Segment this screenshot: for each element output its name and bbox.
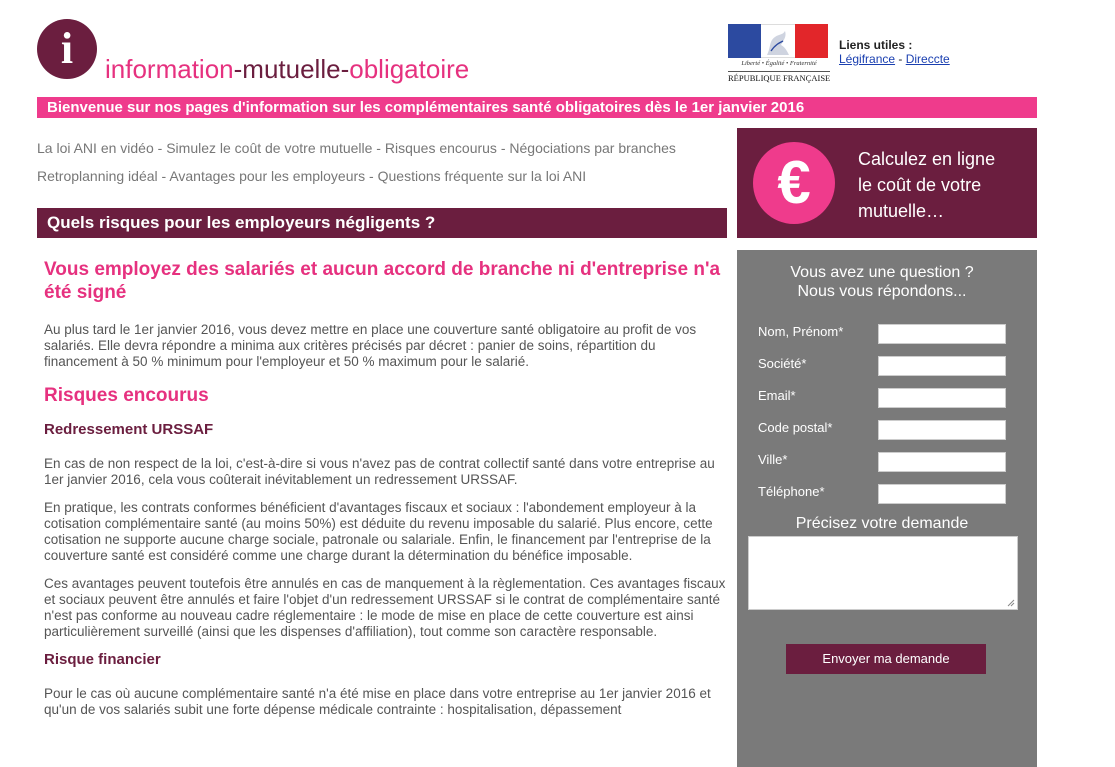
section-heading: Quels risques pour les employeurs négligents ? bbox=[37, 208, 727, 238]
field-label-telephone: Téléphone* bbox=[758, 484, 825, 499]
contact-form bbox=[737, 250, 1037, 767]
societe-input[interactable] bbox=[878, 356, 1006, 376]
field-label-ville: Ville* bbox=[758, 452, 788, 467]
field-label-societe: Société* bbox=[758, 356, 807, 371]
nav-separator: - bbox=[372, 140, 385, 156]
nav-link-negociations-branches[interactable]: Négociations par branches bbox=[509, 140, 676, 156]
nom-prenom-input[interactable] bbox=[878, 324, 1006, 344]
code-postal-input[interactable] bbox=[878, 420, 1006, 440]
message-label: Précisez votre demande bbox=[795, 515, 969, 532]
message-textarea[interactable] bbox=[748, 536, 1018, 610]
nav-row-2 bbox=[37, 168, 586, 184]
link-separator: - bbox=[895, 52, 906, 66]
useful-links bbox=[839, 38, 950, 66]
nav-link-retroplanning[interactable]: Retroplanning idéal bbox=[37, 168, 158, 184]
nav-separator: - bbox=[496, 140, 510, 156]
marianne-profile-icon bbox=[761, 25, 795, 57]
nav-row-1 bbox=[37, 140, 676, 156]
paragraph-intro: Au plus tard le 1er janvier 2016, vous devez mettre en place une couverture santé obligatoire au profit de vos salariés. Elle devra répondre a minima aux critères précisés par décret : panier de soins, répartition du financement à 50 % minimum pour l'employeur et 50 % maximum pour le salarié. bbox=[44, 322, 697, 369]
paragraph-redressement-3: Ces avantages peuvent toutefois être annulés en cas de manquement à la règlementation. Ces avantages fiscaux et sociaux peuvent être annulés et faire l'objet d'un redressement URSSAF si le contrat de complémentaire santé n'est pas conforme au nouveau cadre réglementaire : le mode de mise en place de cette couverture est ainsi particulièrement surveillé (ainsi que les dispenses d'affiliation), tout comme son caractère responsable. bbox=[44, 576, 726, 639]
nav-link-risques-encourus[interactable]: Risques encourus bbox=[384, 140, 497, 156]
submit-button[interactable]: Envoyer ma demande bbox=[786, 644, 986, 674]
field-label-email: Email* bbox=[758, 388, 796, 403]
euro-icon: € bbox=[753, 142, 835, 224]
title-part-information: information bbox=[105, 54, 234, 84]
content-heading-risques: Risques encourus bbox=[44, 385, 209, 406]
telephone-input[interactable] bbox=[878, 484, 1006, 504]
useful-links-heading: Liens utiles : bbox=[839, 38, 913, 52]
marianne-motto: Liberté • Égalité • Fraternité bbox=[741, 60, 817, 67]
link-legifrance[interactable]: Légifrance bbox=[839, 52, 896, 66]
title-separator: - bbox=[340, 54, 350, 84]
form-title-line-2: Nous vous répondons... bbox=[797, 283, 967, 300]
marianne-flag-icon bbox=[728, 24, 828, 58]
main-content bbox=[44, 258, 726, 730]
welcome-banner: Bienvenue sur nos pages d'information sur les complémentaires santé obligatoires dès le 1er janvier 2016 bbox=[37, 97, 1037, 118]
email-input[interactable] bbox=[878, 388, 1006, 408]
nav-link-loi-ani-video[interactable]: La loi ANI en vidéo bbox=[37, 140, 154, 156]
title-separator: - bbox=[233, 54, 243, 84]
resize-handle-icon[interactable] bbox=[1005, 597, 1015, 607]
calc-line-3: mutuelle… bbox=[858, 201, 945, 221]
marianne-label: RÉPUBLIQUE FRANÇAISE bbox=[728, 73, 831, 83]
calc-line-2: le coût de votre bbox=[858, 175, 982, 195]
field-label-nom: Nom, Prénom* bbox=[758, 324, 844, 339]
site-logo[interactable] bbox=[37, 19, 97, 79]
calculator-promo-text bbox=[858, 146, 995, 224]
logo-letter: i bbox=[60, 24, 74, 73]
republique-francaise-logo bbox=[728, 24, 830, 84]
nav-link-questions-frequentes[interactable]: Questions fréquente sur la loi ANI bbox=[377, 168, 587, 184]
calculator-promo[interactable] bbox=[737, 128, 1037, 238]
title-part-mutuelle: mutuelle bbox=[242, 54, 341, 84]
form-title bbox=[737, 263, 1027, 301]
paragraph-risque-financier: Pour le cas où aucune complémentaire santé n'a été mise en place dans votre entreprise au 1er janvier 2016 et qu'un de vos salariés subit une forte dépense médicale contrainte : hospitalisation, dépassement bbox=[44, 686, 711, 717]
ville-input[interactable] bbox=[878, 452, 1006, 472]
subheading-redressement: Redressement URSSAF bbox=[44, 421, 214, 438]
nav-link-simulez-cout[interactable]: Simulez le coût de votre mutuelle bbox=[166, 140, 373, 156]
paragraph-redressement-1: En cas de non respect de la loi, c'est-à-dire si vous n'avez pas de contrat collectif santé dans votre entreprise au 1er janvier 2016, cela vous coûterait inévitablement un redressement URSSAF. bbox=[44, 456, 715, 487]
paragraph-redressement-2: En pratique, les contrats conformes bénéficient d'avantages fiscaux et sociaux : l'abondement employeur à la cotisation complémentaire santé (au moins 50%) est déduite du revenu imposable du salarié. Plus encore, cette cotisation ne supporte aucune charge sociale, patronale ou salariale. Enfin, le financement par l'entreprise de la couverture santé est considéré comme une charge durant la détermination du bénéfice imposable. bbox=[44, 500, 713, 563]
field-label-code-postal: Code postal* bbox=[758, 420, 833, 435]
nav-separator: - bbox=[157, 168, 170, 184]
content-heading-main: Vous employez des salariés et aucun accord de branche ni d'entreprise n'a été signé bbox=[44, 259, 721, 303]
calc-line-1: Calculez en ligne bbox=[858, 149, 996, 169]
form-title-line-1: Vous avez une question ? bbox=[790, 264, 974, 281]
nav-separator: - bbox=[153, 140, 167, 156]
subheading-risque-financier: Risque financier bbox=[44, 651, 161, 668]
link-direccte[interactable]: Direccte bbox=[905, 52, 950, 66]
title-part-obligatoire: obligatoire bbox=[349, 54, 470, 84]
nav-separator: - bbox=[365, 168, 378, 184]
site-title[interactable] bbox=[105, 54, 469, 85]
nav-link-avantages-employeurs[interactable]: Avantages pour les employeurs bbox=[169, 168, 366, 184]
